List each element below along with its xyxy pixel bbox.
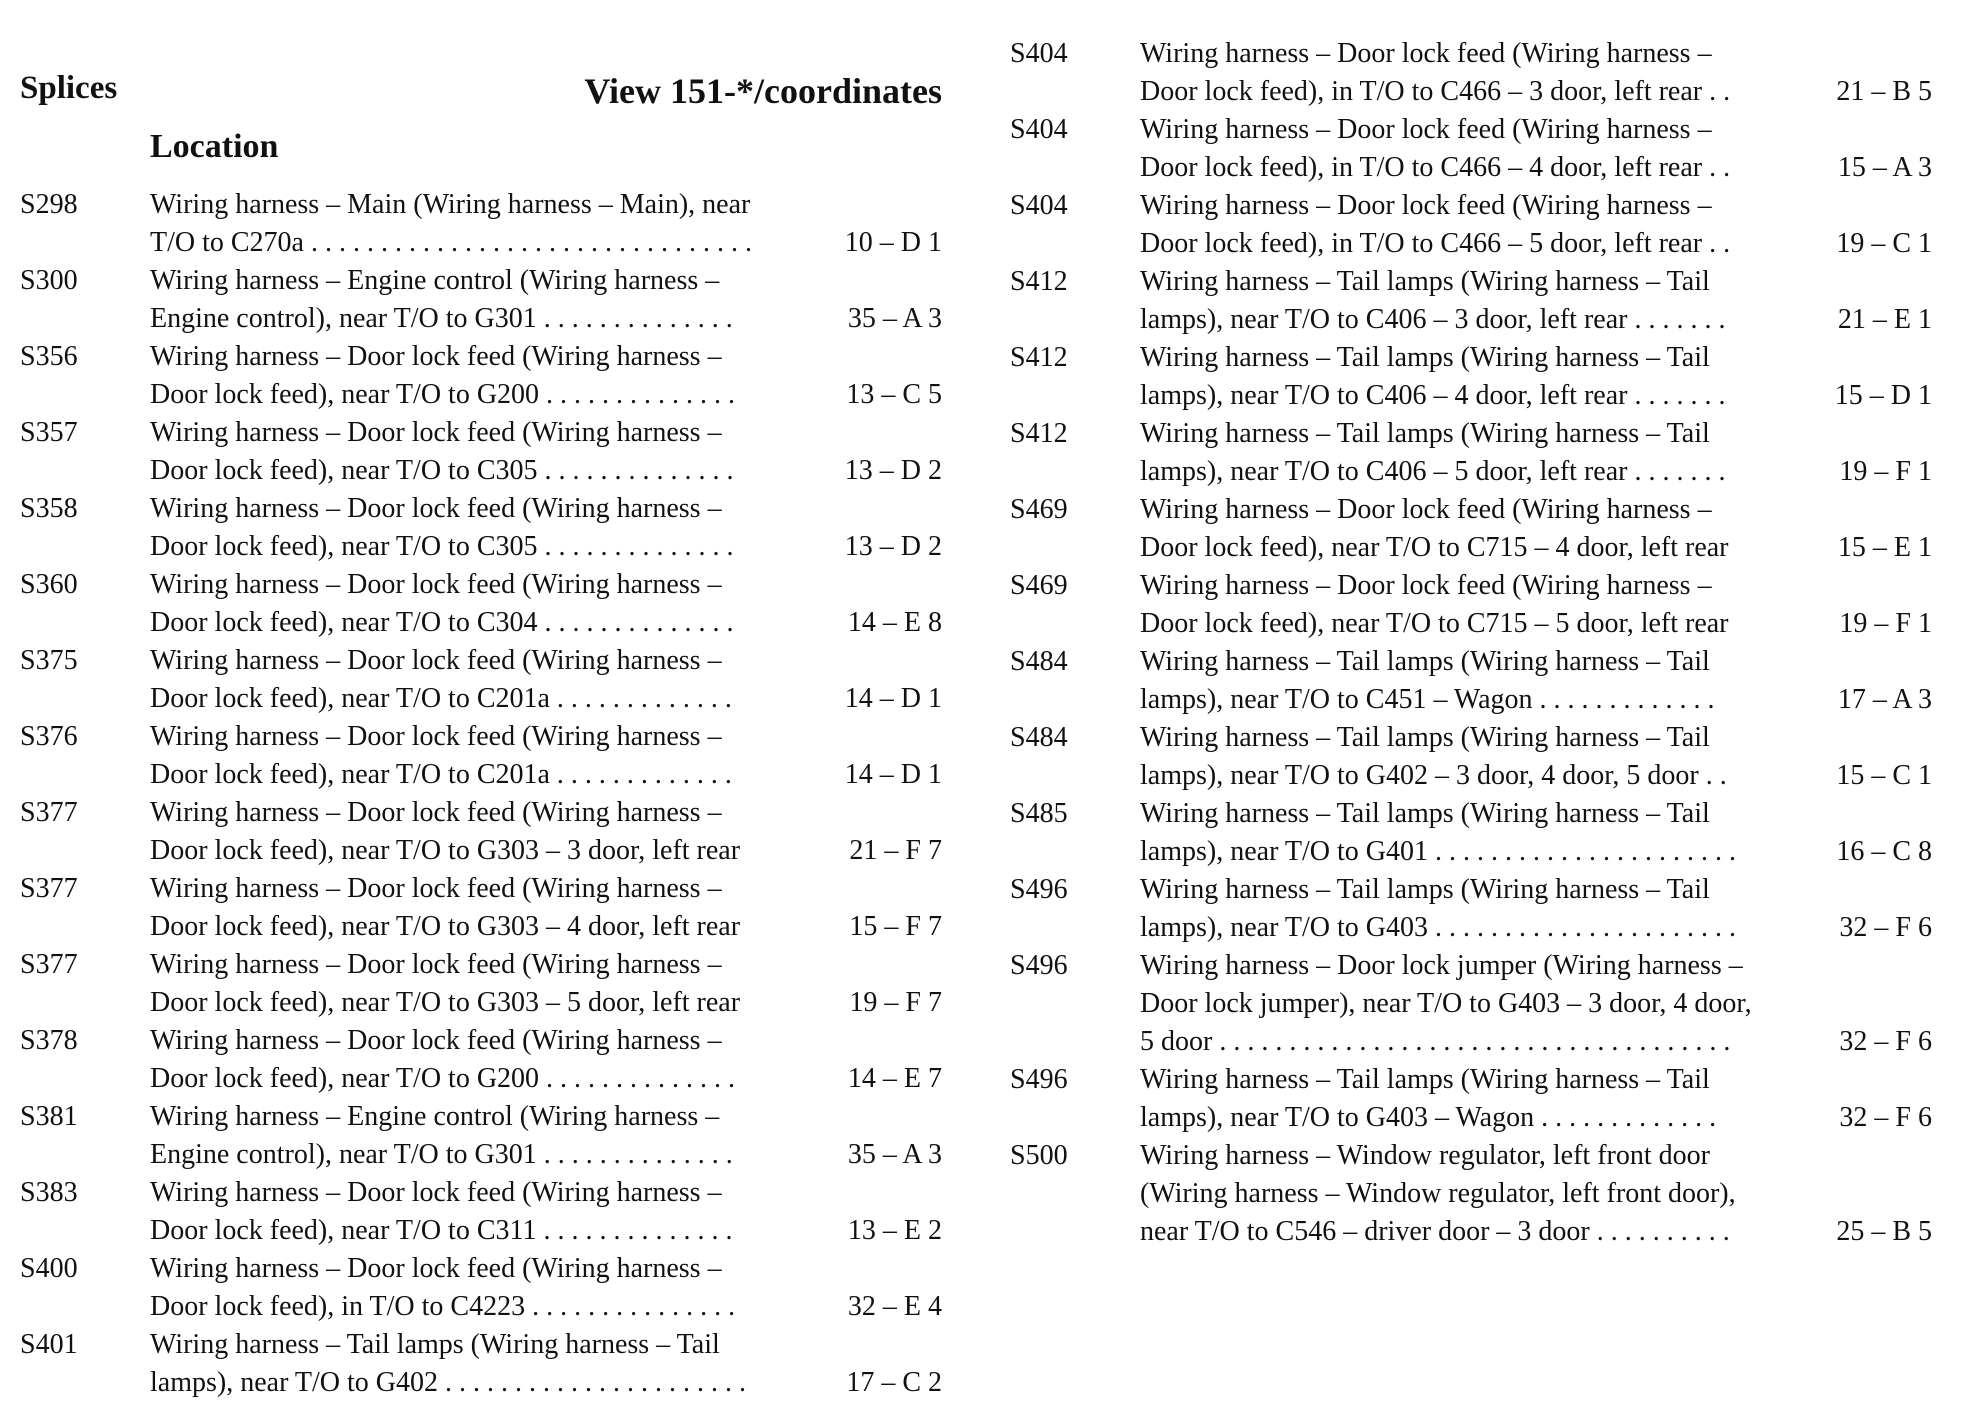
- view-coordinate: 16 – C 8: [1836, 836, 1932, 867]
- description-line: Door lock feed), near T/O to G200 . . . . . . . . . . . . . .: [150, 379, 736, 410]
- description-line: Door lock feed), near T/O to G303 – 3 door, left rear: [150, 835, 741, 866]
- splice-entry: [1010, 1061, 1932, 1137]
- description-line: lamps), near T/O to C406 – 3 door, left rear . . . . . . .: [1140, 304, 1726, 335]
- splice-entry: [20, 642, 942, 718]
- description-line: Wiring harness – Door lock feed (Wiring harness –: [150, 341, 722, 372]
- splice-id: S469: [1010, 494, 1068, 525]
- splice-location-description: [150, 262, 810, 338]
- description-line: lamps), near T/O to G402 – 3 door, 4 door, 5 door . .: [1140, 760, 1727, 791]
- view-coordinate: 15 – C 1: [1836, 760, 1932, 791]
- splice-location-description: [150, 338, 810, 414]
- description-line: Wiring harness – Door lock feed (Wiring harness –: [1140, 494, 1712, 525]
- description-line: Wiring harness – Door lock feed (Wiring harness –: [150, 797, 722, 828]
- splice-entry: [20, 186, 942, 262]
- description-line: Wiring harness – Tail lamps (Wiring harness – Tail: [150, 1329, 720, 1360]
- splice-id: S496: [1010, 950, 1068, 981]
- description-line: Wiring harness – Door lock feed (Wiring harness –: [150, 1025, 722, 1056]
- splice-id: S377: [20, 873, 78, 904]
- view-coordinate: 32 – F 6: [1839, 1102, 1932, 1133]
- description-line: Door lock feed), in T/O to C466 – 5 door, left rear . .: [1140, 228, 1731, 259]
- description-line: Wiring harness – Door lock feed (Wiring harness –: [150, 417, 722, 448]
- splice-entry: [1010, 719, 1932, 795]
- splice-id: S412: [1010, 418, 1068, 449]
- description-line: Door lock feed), near T/O to G303 – 4 door, left rear: [150, 911, 741, 942]
- description-line: Door lock feed), near T/O to G303 – 5 door, left rear: [150, 987, 741, 1018]
- view-coordinate: 13 – D 2: [844, 455, 942, 486]
- splice-id: S377: [20, 949, 78, 980]
- description-line: Door lock feed), near T/O to C304 . . . . . . . . . . . . . .: [150, 607, 734, 638]
- view-coordinate: 21 – F 7: [849, 835, 942, 866]
- splice-entry: [20, 718, 942, 794]
- splice-location-description: [1140, 263, 1800, 339]
- description-line: Wiring harness – Tail lamps (Wiring harness – Tail: [1140, 874, 1710, 905]
- splice-entry: [20, 870, 942, 946]
- view-coordinate: 15 – A 3: [1837, 152, 1932, 183]
- splice-location-description: [150, 414, 810, 490]
- splice-location-description: [1140, 643, 1800, 719]
- description-line: Door lock feed), near T/O to G200 . . . . . . . . . . . . . .: [150, 1063, 736, 1094]
- view-coordinate: 14 – E 8: [847, 607, 942, 638]
- location-label: Location: [150, 128, 279, 165]
- description-line: Wiring harness – Door lock feed (Wiring harness –: [150, 873, 722, 904]
- description-line: Wiring harness – Door lock feed (Wiring harness –: [150, 645, 722, 676]
- description-line: Wiring harness – Tail lamps (Wiring harness – Tail: [1140, 722, 1710, 753]
- splice-location-description: [150, 566, 810, 642]
- view-coordinate: 21 – B 5: [1836, 76, 1932, 107]
- description-line: Wiring harness – Door lock feed (Wiring harness –: [1140, 570, 1712, 601]
- splice-location-description: [1140, 871, 1800, 947]
- view-coordinate: 14 – E 7: [847, 1063, 942, 1094]
- splice-location-description: [150, 946, 810, 1022]
- splice-location-description: [150, 642, 810, 718]
- splice-entry: [20, 1098, 942, 1174]
- splice-id: S485: [1010, 798, 1068, 829]
- splice-location-description: [150, 718, 810, 794]
- view-coordinate: 17 – C 2: [846, 1367, 942, 1398]
- description-line: Wiring harness – Door lock feed (Wiring harness –: [150, 1177, 722, 1208]
- splice-location-description: [150, 1022, 810, 1098]
- description-line: 5 door . . . . . . . . . . . . . . . . . . . . . . . . . . . . . . . . . . . . .: [1140, 1026, 1731, 1057]
- view-coordinate: 32 – F 6: [1839, 1026, 1932, 1057]
- splice-entry: [20, 794, 942, 870]
- splice-id: S356: [20, 341, 78, 372]
- splice-id: S496: [1010, 874, 1068, 905]
- splice-id: S412: [1010, 342, 1068, 373]
- splice-id: S378: [20, 1025, 78, 1056]
- description-line: Wiring harness – Door lock jumper (Wiring harness –: [1140, 950, 1743, 981]
- splice-entry: [1010, 567, 1932, 643]
- splice-id: S357: [20, 417, 78, 448]
- splice-entry: [1010, 871, 1932, 947]
- splice-id: S404: [1010, 38, 1068, 69]
- description-line: lamps), near T/O to G403 . . . . . . . . . . . . . . . . . . . . . .: [1140, 912, 1736, 943]
- view-coordinate: 15 – E 1: [1837, 532, 1932, 563]
- view-coordinate: 13 – E 2: [847, 1215, 942, 1246]
- splice-entry: [20, 566, 942, 642]
- view-coordinate: 10 – D 1: [844, 227, 942, 258]
- view-coordinate: 14 – D 1: [844, 759, 942, 790]
- splice-id: S469: [1010, 570, 1068, 601]
- description-line: Wiring harness – Door lock feed (Wiring harness –: [1140, 114, 1712, 145]
- description-line: Wiring harness – Door lock feed (Wiring harness –: [150, 721, 722, 752]
- view-coordinate: 32 – E 4: [847, 1291, 942, 1322]
- section-title: Splices: [20, 70, 118, 106]
- splice-entry: [20, 1250, 942, 1326]
- splice-entry: [1010, 111, 1932, 187]
- splice-location-description: [1140, 1061, 1800, 1137]
- view-coordinate: 15 – F 7: [849, 911, 942, 942]
- splice-id: S360: [20, 569, 78, 600]
- splice-entry: [20, 490, 942, 566]
- splice-entry: [20, 946, 942, 1022]
- description-line: Wiring harness – Tail lamps (Wiring harness – Tail: [1140, 266, 1710, 297]
- description-line: T/O to C270a . . . . . . . . . . . . . . . . . . . . . . . . . . . . . . . .: [150, 227, 752, 258]
- splice-id: S484: [1010, 646, 1068, 677]
- description-line: Wiring harness – Door lock feed (Wiring harness –: [150, 569, 722, 600]
- description-line: Door lock jumper), near T/O to G403 – 3 door, 4 door,: [1140, 988, 1752, 1019]
- splice-entry: [1010, 643, 1932, 719]
- splice-location-description: [1140, 35, 1800, 111]
- splice-location-description: [150, 1174, 810, 1250]
- description-line: lamps), near T/O to C406 – 5 door, left rear . . . . . . .: [1140, 456, 1726, 487]
- splice-id: S496: [1010, 1064, 1068, 1095]
- splice-id: S484: [1010, 722, 1068, 753]
- description-line: Wiring harness – Tail lamps (Wiring harness – Tail: [1140, 418, 1710, 449]
- splice-id: S376: [20, 721, 78, 752]
- description-line: Wiring harness – Door lock feed (Wiring harness –: [150, 949, 722, 980]
- splice-entry: [20, 414, 942, 490]
- description-line: Wiring harness – Door lock feed (Wiring harness –: [1140, 38, 1712, 69]
- view-coordinate: 35 – A 3: [847, 303, 942, 334]
- description-line: Wiring harness – Tail lamps (Wiring harness – Tail: [1140, 798, 1710, 829]
- splice-id: S300: [20, 265, 78, 296]
- view-coordinate: 25 – B 5: [1836, 1216, 1932, 1247]
- view-coordinate: 19 – F 1: [1839, 608, 1932, 639]
- splice-entry: [1010, 187, 1932, 263]
- splice-id: S500: [1010, 1140, 1068, 1171]
- description-line: Door lock feed), near T/O to C715 – 5 door, left rear: [1140, 608, 1729, 639]
- splice-location-description: [1140, 339, 1800, 415]
- splice-entry: [1010, 339, 1932, 415]
- splice-id: S375: [20, 645, 78, 676]
- description-line: Wiring harness – Main (Wiring harness – Main), near: [150, 189, 751, 220]
- heading-row: [20, 70, 942, 120]
- splice-location-description: [150, 186, 810, 262]
- description-line: (Wiring harness – Window regulator, left front door),: [1140, 1178, 1736, 1209]
- view-coordinate: 19 – C 1: [1836, 228, 1932, 259]
- description-line: Door lock feed), near T/O to C305 . . . . . . . . . . . . . .: [150, 531, 734, 562]
- description-line: Door lock feed), near T/O to C305 . . . . . . . . . . . . . .: [150, 455, 734, 486]
- splice-entry: [1010, 795, 1932, 871]
- description-line: lamps), near T/O to C451 – Wagon . . . . . . . . . . . . .: [1140, 684, 1715, 715]
- view-coordinate: 14 – D 1: [844, 683, 942, 714]
- description-line: Engine control), near T/O to G301 . . . . . . . . . . . . . .: [150, 303, 733, 334]
- splice-id: S404: [1010, 190, 1068, 221]
- splice-location-description: [150, 1098, 810, 1174]
- splice-location-description: [1140, 795, 1800, 871]
- splice-entry: [20, 338, 942, 414]
- view-coordinate: 21 – E 1: [1837, 304, 1932, 335]
- description-line: Door lock feed), in T/O to C4223 . . . . . . . . . . . . . . .: [150, 1291, 736, 1322]
- description-line: Door lock feed), near T/O to C201a . . . . . . . . . . . . .: [150, 683, 732, 714]
- splice-entry: [1010, 263, 1932, 339]
- splice-entry: [20, 1174, 942, 1250]
- description-line: Door lock feed), near T/O to C201a . . . . . . . . . . . . .: [150, 759, 732, 790]
- splice-location-description: [1140, 187, 1800, 263]
- splice-location-description: [150, 870, 810, 946]
- view-coordinate: 13 – D 2: [844, 531, 942, 562]
- splice-entry: [1010, 415, 1932, 491]
- description-line: Door lock feed), in T/O to C466 – 3 door, left rear . .: [1140, 76, 1731, 107]
- view-coordinate: 15 – D 1: [1834, 380, 1932, 411]
- splice-entry: [1010, 35, 1932, 111]
- splice-location-description: [150, 1326, 810, 1402]
- splice-location-description: [150, 1250, 810, 1326]
- view-coordinate: 13 – C 5: [846, 379, 942, 410]
- splice-list-left: [20, 186, 942, 1402]
- splice-location-description: [1140, 947, 1800, 1061]
- view-coordinate: 32 – F 6: [1839, 912, 1932, 943]
- description-line: Door lock feed), near T/O to C311 . . . . . . . . . . . . . .: [150, 1215, 733, 1246]
- splice-list-right: [1010, 35, 1932, 1251]
- splice-entry: [1010, 1137, 1932, 1251]
- description-line: lamps), near T/O to G402 . . . . . . . . . . . . . . . . . . . . . .: [150, 1367, 746, 1398]
- splice-location-description: [1140, 415, 1800, 491]
- splice-id: S358: [20, 493, 78, 524]
- description-line: Door lock feed), near T/O to C715 – 4 door, left rear: [1140, 532, 1729, 563]
- splice-id: S401: [20, 1329, 78, 1360]
- view-coordinate: 19 – F 7: [849, 987, 942, 1018]
- splice-entry: [1010, 491, 1932, 567]
- splice-location-description: [1140, 567, 1800, 643]
- description-line: Wiring harness – Window regulator, left front door: [1140, 1140, 1710, 1171]
- splice-location-description: [150, 794, 810, 870]
- description-line: lamps), near T/O to G403 – Wagon . . . . . . . . . . . . .: [1140, 1102, 1717, 1133]
- splice-location-description: [150, 490, 810, 566]
- description-line: near T/O to C546 – driver door – 3 door . . . . . . . . . .: [1140, 1216, 1730, 1247]
- splice-id: S298: [20, 189, 78, 220]
- splice-id: S383: [20, 1177, 78, 1208]
- description-line: Wiring harness – Engine control (Wiring harness –: [150, 1101, 720, 1132]
- view-coordinate: 35 – A 3: [847, 1139, 942, 1170]
- splice-entry: [20, 1326, 942, 1402]
- view-coordinate: 19 – F 1: [1839, 456, 1932, 487]
- splice-entry: [20, 262, 942, 338]
- description-line: Wiring harness – Engine control (Wiring harness –: [150, 265, 720, 296]
- splice-location-description: [1140, 491, 1800, 567]
- splice-location-description: [1140, 719, 1800, 795]
- splice-location-description: [1140, 111, 1800, 187]
- splice-location-description: [1140, 1137, 1800, 1251]
- splice-id: S412: [1010, 266, 1068, 297]
- description-line: lamps), near T/O to G401 . . . . . . . . . . . . . . . . . . . . . .: [1140, 836, 1736, 867]
- description-line: Wiring harness – Door lock feed (Wiring harness –: [150, 493, 722, 524]
- splice-entry: [1010, 947, 1932, 1061]
- description-line: lamps), near T/O to C406 – 4 door, left rear . . . . . . .: [1140, 380, 1726, 411]
- description-line: Wiring harness – Tail lamps (Wiring harness – Tail: [1140, 342, 1710, 373]
- description-line: Wiring harness – Tail lamps (Wiring harness – Tail: [1140, 1064, 1710, 1095]
- splice-id: S377: [20, 797, 78, 828]
- splice-id: S381: [20, 1101, 78, 1132]
- splice-id: S404: [1010, 114, 1068, 145]
- view-title: View 151-*/coordinates: [584, 71, 942, 111]
- splice-entry: [20, 1022, 942, 1098]
- description-line: Wiring harness – Door lock feed (Wiring harness –: [150, 1253, 722, 1284]
- description-line: Wiring harness – Door lock feed (Wiring harness –: [1140, 190, 1712, 221]
- view-coordinate: 17 – A 3: [1837, 684, 1932, 715]
- splice-id: S400: [20, 1253, 78, 1284]
- description-line: Engine control), near T/O to G301 . . . . . . . . . . . . . .: [150, 1139, 733, 1170]
- description-line: Door lock feed), in T/O to C466 – 4 door, left rear . .: [1140, 152, 1731, 183]
- description-line: Wiring harness – Tail lamps (Wiring harness – Tail: [1140, 646, 1710, 677]
